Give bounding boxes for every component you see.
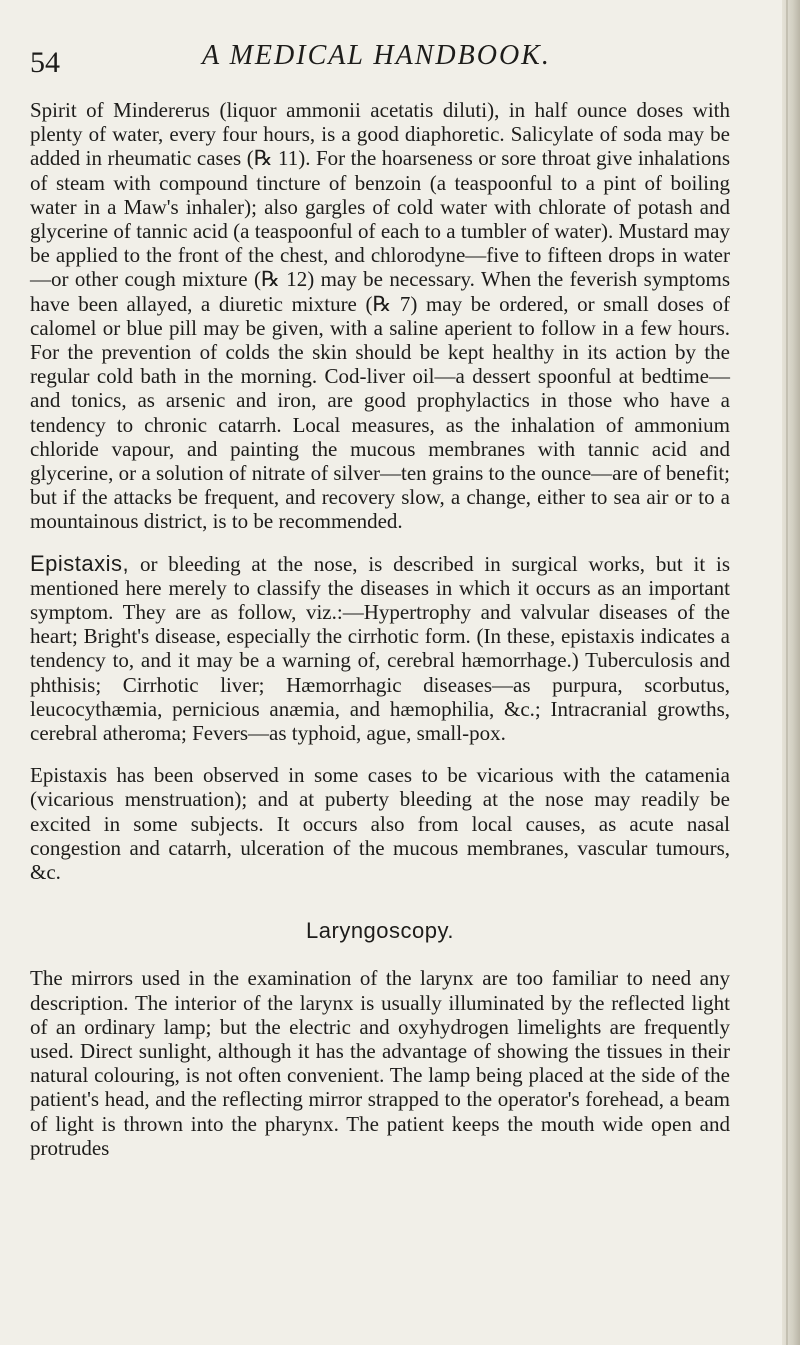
epistaxis-lead-term: Epistaxis, [30,550,130,576]
paragraph-laryngoscopy: The mirrors used in the examination of the larynx are too familiar to need any description. The interior of the larynx is usually illuminated by the reflected light of an ordinary lamp; but the electric and oxyhydrogen limelights are frequently used. Direct sunlight, although it has the advantage of showing the tissues in their natural colouring, is not often convenient. The lamp being placed at the side of the patient's head, and the reflecting mirror strapped to the operator's forehead, a beam of light is thrown into the pharynx. The patient keeps the mouth wide open and protrudes [30,966,730,1160]
section-heading-laryngoscopy: Laryngoscopy. [306,918,454,944]
page-number: 54 [30,46,60,79]
paragraph-vicarious: Epistaxis has been observed in some cases to be vicarious with the catamenia (vicarious menstruation); and at puberty bleeding at the nose may readily be excited in some subjects. It occurs also from local causes, as acute nasal congestion and catarrh, ulceration of the mucous membranes, vascular tumours, &c. [30,763,730,885]
epistaxis-body: or bleeding at the nose, is described in surgical works, but it is mentioned here merely to classify the diseases in which it occurs as an important symptom. They are as follow, viz.:—Hypertrophy and valvular diseases of the heart; Bright's disease, especially the cirrhotic form. (In these, epistaxis indicates a tendency to, and it may be a warning of, cerebral hæmorrhage.) Tuberculosis and phthisis; Cirrhotic liver; Hæmorrhagic diseases—as purpura, scorbutus, leucocythæmia, pernicious anæmia, and hæmophilia, &c.; Intracranial growths, cerebral atheroma; Fevers—as typhoid, ague, small-pox. [30,551,730,746]
paragraph-treatment: Spirit of Mindererus (liquor ammonii acetatis diluti), in half ounce doses with plenty of water, every four hours, is a good diaphoretic. Salicylate of soda may be added in rheumatic cases (℞ 11). For the hoarseness or sore throat give inhalations of steam with compound tincture of benzoin (a teaspoonful to a pint of boiling water in a Maw's inhaler); also gargles of cold water with chlorate of potash and glycerine of tannic acid (a teaspoonful of each to a tumbler of water). Mustard may be applied to the front of the chest, and chlorodyne—five to fifteen drops in water—or other cough mixture (℞ 12) may be necessary. When the feverish symptoms have been allayed, a diuretic mixture (℞ 7) may be ordered, or small doses of calomel or blue pill may be given, with a saline aperient to follow in a few hours. For the prevention of colds the skin should be kept healthy in its action by the regular cold bath in the morning. Cod-liver oil—a dessert spoonful at bedtime—and tonics, as arsenic and iron, are good prophylactics in those who have a tendency to chronic catarrh. Local measures, as the inhalation of ammonium chloride vapour, and painting the mucous membranes with tannic acid and glycerine, or a solution of nitrate of silver—ten grains to the ounce—are of benefit; but if the attacks be frequent, and recovery slow, a change, either to sea air or to a mountainous district, is to be recommended. [30,98,730,534]
page-header [30,38,730,98]
paragraph-epistaxis [30,552,730,746]
running-head: A MEDICAL HANDBOOK. [202,40,551,71]
page-edge [782,0,800,1345]
book-page [30,38,730,1160]
